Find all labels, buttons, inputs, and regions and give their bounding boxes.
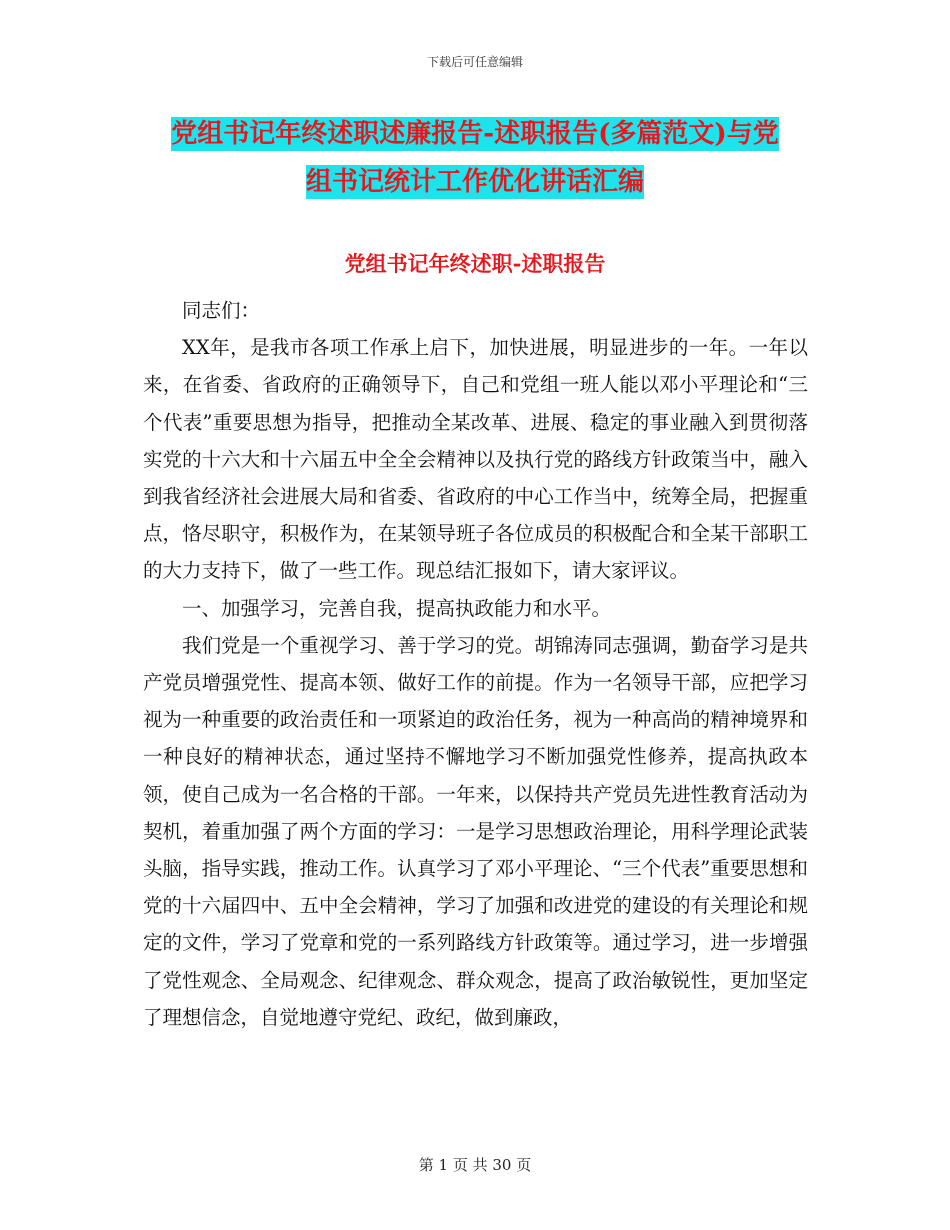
title-line-1: [0, 110, 950, 158]
document-title: [0, 110, 950, 206]
paragraph-study: 我们党是一个重视学习、善于学习的党。胡锦涛同志强调，勤奋学习是共产党员增强党性、提高本领、做好工作的前提。作为一名领导干部，应把学习视为一种重要的政治责任和一项紧迫的政治任务，视为一种高尚的精神境界和一种良好的精神状态，通过坚持不懈地学习不断加强党性修养，提高执政本领，使自己成为一名合格的干部。一年来，以保持共产党员先进性教育活动为契机，着重加强了两个方面的学习：一是学习思想政治理论，用科学理论武装头脑，指导实践，推动工作。认真学习了邓小平理论、“三个代表”重要思想和党的十六届四中、五中全会精神，学习了加强和改进党的建设的有关理论和规定的文件，学习了党章和党的一系列路线方针政策等。通过学习，进一步增强了党性观念、全局观念、纪律观念、群众观念，提高了政治敏锐性，更加坚定了理想信念，自觉地遵守党纪、政纪，做到廉政，: [143, 633, 808, 1029]
section-heading-1: 一、加强学习，完善自我，提高执政能力和水平。: [182, 596, 612, 620]
title-line-1-text: 党组书记年终述职述廉报告-述职报告(多篇范文)与党: [171, 119, 779, 149]
title-line-2: [0, 158, 950, 206]
salutation: 同志们：: [182, 299, 261, 322]
title-line-2-text: 组书记统计工作优化讲话汇编: [305, 167, 644, 197]
header-note: 下载后可任意编辑: [426, 55, 523, 69]
section-title: 党组书记年终述职-述职报告: [344, 251, 606, 276]
page-footer: 第 1 页 共 30 页: [418, 1156, 532, 1174]
paragraph-intro: XX年，是我市各项工作承上启下，加快进展，明显进步的一年。一年以来，在省委、省政府的正确领导下，自己和党组一班人能以邓小平理论和“三个代表”重要思想为指导，把推动全某改革、进展、稳定的事业融入到贯彻落实党的十六大和十六届五中全全会精神以及执行党的路线方针政策当中，融入到我省经济社会进展大局和省委、省政府的中心工作当中，统筹全局，把握重点，恪尽职守，积极作为，在某领导班子各位成员的积极配合和全某干部职工的大力支持下，做了一些工作。现总结汇报如下，请大家评议。: [143, 336, 808, 583]
document-body: [143, 292, 808, 1036]
